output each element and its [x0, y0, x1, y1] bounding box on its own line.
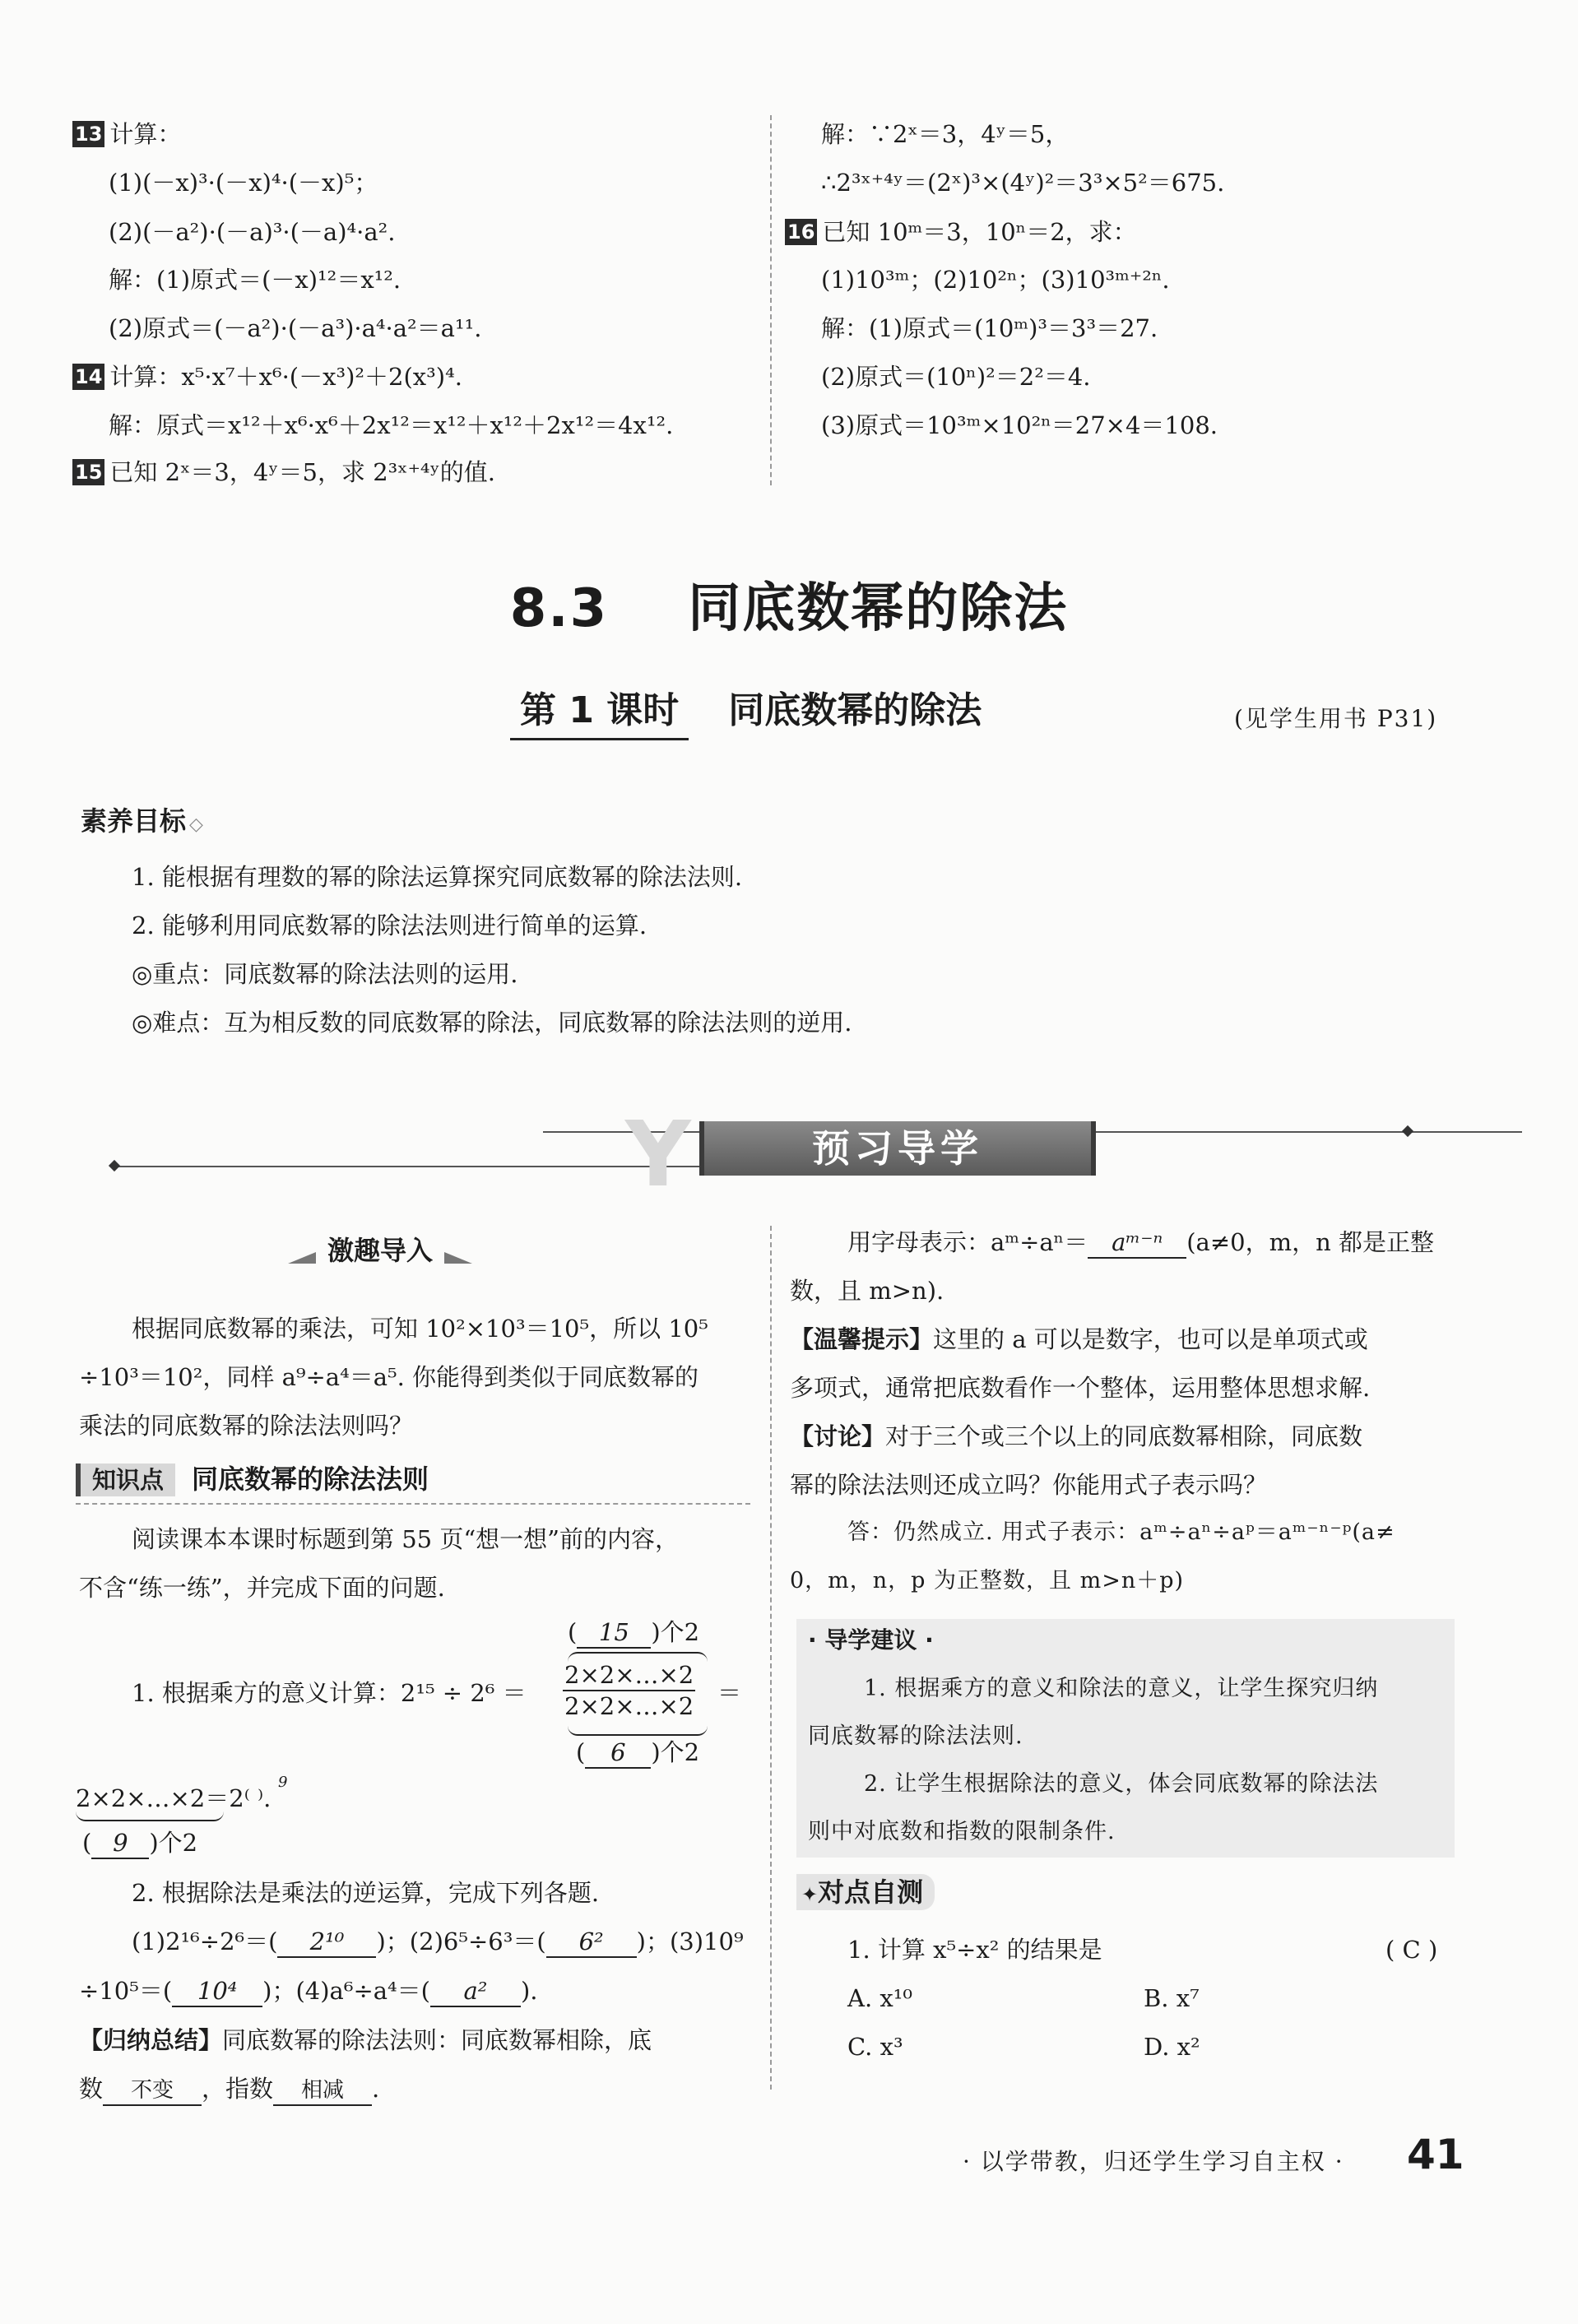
reading-instruction: 不含“练一练”，并完成下面的问题. — [79, 1574, 445, 1602]
exercise1-equals: ＝ — [717, 1679, 742, 1707]
result-count-answer: 9 — [91, 1828, 149, 1859]
star-icon: ✦ — [801, 1883, 819, 1906]
q13-heading — [72, 119, 181, 149]
exercise2-line1 — [132, 1927, 744, 1958]
intro-title: 激趣导入 — [327, 1235, 434, 1266]
q14-number: 14 — [72, 364, 104, 390]
ex2-answer-1: 2¹⁰ — [277, 1927, 376, 1958]
goal-item: 2. 能够利用同底数幂的除法法则进行简单的运算. — [132, 912, 647, 939]
q15-title: 已知 2ˣ＝3，4ʸ＝5，求 2³ˣ⁺⁴ʸ的值. — [109, 458, 496, 486]
guide-line: 则中对底数和指数的限制条件. — [808, 1819, 1116, 1844]
ex2-part3-text: )；(3)10⁹ — [636, 1927, 744, 1955]
section-heading — [0, 576, 1578, 642]
discussion-text: 对于三个或三个以上的同底数幂相除，同底数 — [885, 1422, 1363, 1450]
tip-text: 这里的 a 可以是数字，也可以是单项式或 — [933, 1325, 1368, 1353]
top-column-divider — [770, 115, 772, 485]
lesson-period: 第 1 课时 — [510, 688, 689, 740]
summary-base-answer: 不变 — [103, 2077, 202, 2106]
formula-line — [847, 1227, 1434, 1259]
q16-heading — [785, 217, 1137, 247]
denominator-count-unit: )个2 — [651, 1738, 700, 1766]
summary-tag: 【归纳总结】 — [79, 2026, 223, 2054]
tip-line2: 多项式，通常把底数看作一个整体，运用整体思想求解. — [790, 1374, 1371, 1402]
lesson-title: 同底数幂的除法 — [728, 689, 982, 731]
section-title: 同底数幂的除法 — [688, 578, 1069, 639]
result-count-unit: )个2 — [149, 1829, 198, 1857]
intro-line: ÷10³＝10²，同样 a⁹÷a⁴＝a⁵. 你能得到类似于同底数幂的 — [79, 1363, 699, 1391]
q16-parts: (1)10³ᵐ；(2)10²ⁿ；(3)10³ᵐ⁺²ⁿ. — [821, 266, 1170, 294]
q13-part1: (1)(－x)³·(－x)⁴·(－x)⁵； — [109, 169, 378, 197]
fraction-denominator: 2×2×…×2 — [564, 1692, 694, 1721]
guide-line: 1. 根据乘方的意义和除法的意义，让学生探究归纳 — [864, 1676, 1379, 1701]
q16-solution2: (2)原式＝(10ⁿ)²＝2²＝4. — [821, 363, 1091, 391]
intro-line: 乘法的同底数幂的除法法则吗？ — [79, 1412, 414, 1440]
discussion-line1 — [790, 1422, 1362, 1451]
knowledge-point-heading — [76, 1463, 750, 1505]
ex2-answer-3: 10⁴ — [172, 1976, 262, 2007]
summary-end: . — [372, 2075, 380, 2103]
q16-solution1: 解：(1)原式＝(10ᵐ)³＝3³＝27. — [821, 314, 1158, 342]
triangle-left-icon — [288, 1241, 316, 1264]
test-question: 1. 计算 x⁵÷x² 的结果是 — [847, 1936, 1102, 1964]
result-brace — [76, 1811, 224, 1821]
goal-difficult-point: ◎难点：互为相反数的同底数幂的除法，同底数幂的除法法则的逆用. — [132, 1009, 852, 1037]
numerator-count-unit: )个2 — [651, 1618, 700, 1646]
guide-line: 同底数幂的除法法则. — [808, 1723, 1023, 1749]
formula-text: 用字母表示：aᵐ÷aⁿ＝ — [847, 1228, 1088, 1256]
goal-key-point: ◎重点：同底数幂的除法法则的运用. — [132, 960, 518, 988]
q14-heading — [72, 362, 462, 392]
summary-exp-answer: 相减 — [273, 2077, 372, 2106]
q14-title: 计算：x⁵·x⁷＋x⁶·(－x³)²＋2(x³)⁴. — [109, 363, 462, 391]
diamond-arrow-icon: ◇ — [189, 814, 203, 835]
numerator-count-answer: 15 — [577, 1617, 651, 1649]
goals-title — [81, 805, 203, 837]
summary-base-label: 数 — [79, 2075, 104, 2103]
result-count: ( 9 )个2 — [82, 1828, 197, 1859]
ex2-answer-2: 6² — [546, 1927, 637, 1958]
goals-title-text: 素养目标 — [81, 805, 187, 837]
intro-heading — [288, 1234, 472, 1267]
self-test-title: 对点自测 — [818, 1876, 924, 1908]
lesson-book-ref: (见学生用书 P31) — [1234, 705, 1438, 732]
guide-title: · 导学建议 · — [808, 1626, 934, 1654]
preview-banner — [115, 1102, 1432, 1207]
ex2-end: ). — [520, 1977, 538, 2005]
numerator-count: ( 15 )个2 — [568, 1617, 699, 1649]
tip-tag: 【温馨提示】 — [790, 1325, 934, 1353]
q13-solution1: 解：(1)原式＝(－x)¹²＝x¹². — [109, 266, 401, 294]
exercise1-result — [76, 1774, 288, 1813]
q15-number: 15 — [72, 459, 104, 485]
fraction-numerator: 2×2×…×2 — [563, 1660, 695, 1691]
banner-dot-right — [1402, 1125, 1413, 1137]
goal-item: 1. 能根据有理数的幂的除法运算探究同底数幂的除法法则. — [132, 863, 743, 891]
formula-condition: (a≠0，m，n 都是正整 — [1186, 1228, 1434, 1256]
section-number: 8.3 — [509, 578, 609, 639]
test-option-d: D. x² — [1144, 2033, 1200, 2061]
tip-line1 — [790, 1324, 1368, 1354]
q13-title: 计算： — [109, 120, 182, 148]
reading-instruction: 阅读课本本课时标题到第 55 页“想一想”前的内容， — [132, 1525, 679, 1553]
footer-motto: · 以学带教，归还学生学习自主权 · — [963, 2148, 1344, 2175]
q15-solution2: ∴2³ˣ⁺⁴ʸ＝(2ˣ)³×(4ʸ)²＝3³×5²＝675. — [821, 169, 1225, 197]
q16-title: 已知 10ᵐ＝3，10ⁿ＝2，求： — [822, 218, 1137, 246]
self-test-heading — [796, 1874, 935, 1910]
q16-solution3: (3)原式＝10³ᵐ×10²ⁿ＝27×4＝108. — [821, 411, 1218, 439]
ex2-answer-4: a² — [430, 1976, 521, 2007]
q16-number: 16 — [785, 219, 817, 245]
summary-line2 — [79, 2074, 379, 2106]
banner-label: 预习导学 — [699, 1121, 1096, 1176]
exercise1-lead: 1. 根据乘方的意义计算：2¹⁵ ÷ 2⁶ ＝ — [132, 1679, 527, 1707]
discussion-tag: 【讨论】 — [790, 1422, 886, 1450]
exercise1-result-text: 2×2×…×2＝2⁽ ⁾. — [76, 1784, 272, 1812]
banner-rule-left — [115, 1166, 699, 1167]
q13-solution2: (2)原式＝(－a²)·(－a³)·a⁴·a²＝a¹¹. — [109, 314, 482, 342]
summary-text: 同底数幂的除法法则：同底数幂相除，底 — [222, 2026, 652, 2054]
banner-dot-left — [109, 1160, 120, 1171]
denominator-count: ( 6 )个2 — [576, 1737, 699, 1769]
q13-number: 13 — [72, 121, 104, 147]
q14-solution: 解：原式＝x¹²＋x⁶·x⁶＋2x¹²＝x¹²＋x¹²＋2x¹²＝4x¹². — [109, 411, 674, 439]
exercise1-exponent-answer: 9 — [278, 1774, 288, 1791]
answer-line1: 答：仍然成立. 用式子表示：aᵐ÷aⁿ÷aᵖ＝aᵐ⁻ⁿ⁻ᵖ(a≠ — [847, 1519, 1395, 1545]
triangle-right-icon — [444, 1241, 472, 1264]
exercise2-title: 2. 根据除法是乘法的逆运算，完成下列各题. — [132, 1879, 600, 1907]
exercise1-fraction — [563, 1660, 695, 1722]
exercise2-line2 — [79, 1976, 538, 2007]
lower-column-divider — [770, 1226, 772, 2090]
lesson-heading — [510, 688, 982, 740]
guide-line: 2. 让学生根据除法的意义，体会同底数幂的除法法 — [864, 1771, 1379, 1797]
intro-line: 根据同底数幂的乘法，可知 10²×10³＝10⁵，所以 10⁵ — [132, 1315, 708, 1343]
test-option-a: A. x¹⁰ — [847, 1984, 912, 2012]
denominator-brace — [568, 1726, 708, 1736]
test-option-b: B. x⁷ — [1144, 1984, 1200, 2012]
knowledge-point-title: 同底数幂的除法法则 — [192, 1464, 429, 1495]
denominator-count-answer: 6 — [585, 1737, 651, 1769]
discussion-line2: 幂的除法法则还成立吗？你能用式子表示吗？ — [790, 1471, 1268, 1499]
test-answer: ( C ) — [1385, 1936, 1438, 1964]
knowledge-point-tag: 知识点 — [76, 1464, 175, 1496]
q15-solution1: 解：∵2ˣ＝3，4ʸ＝5， — [821, 120, 1070, 148]
banner-letter: Y — [625, 1102, 691, 1207]
formula-answer: aᵐ⁻ⁿ — [1088, 1227, 1186, 1259]
ex2-part1-text: (1)2¹⁶÷2⁶＝( — [132, 1927, 278, 1955]
q13-part2: (2)(－a²)·(－a)³·(－a)⁴·a². — [109, 218, 396, 246]
ex2-part2-text: )；(2)6⁵÷6³＝( — [376, 1927, 546, 1955]
ex2-part4-text: )；(4)a⁶÷a⁴＝( — [262, 1977, 430, 2005]
test-option-c: C. x³ — [847, 2033, 903, 2061]
formula-condition-cont: 数，且 m>n). — [790, 1277, 944, 1305]
summary-exp-label: ，指数 — [202, 2075, 274, 2103]
ex2-part3-cont: ÷10⁵＝( — [79, 1977, 173, 2005]
page-number: 41 — [1407, 2131, 1464, 2178]
summary-line1 — [79, 2025, 652, 2055]
answer-line2: 0，m，n，p 为正整数，且 m>n＋p) — [790, 1568, 1185, 1593]
q15-heading — [72, 457, 495, 487]
